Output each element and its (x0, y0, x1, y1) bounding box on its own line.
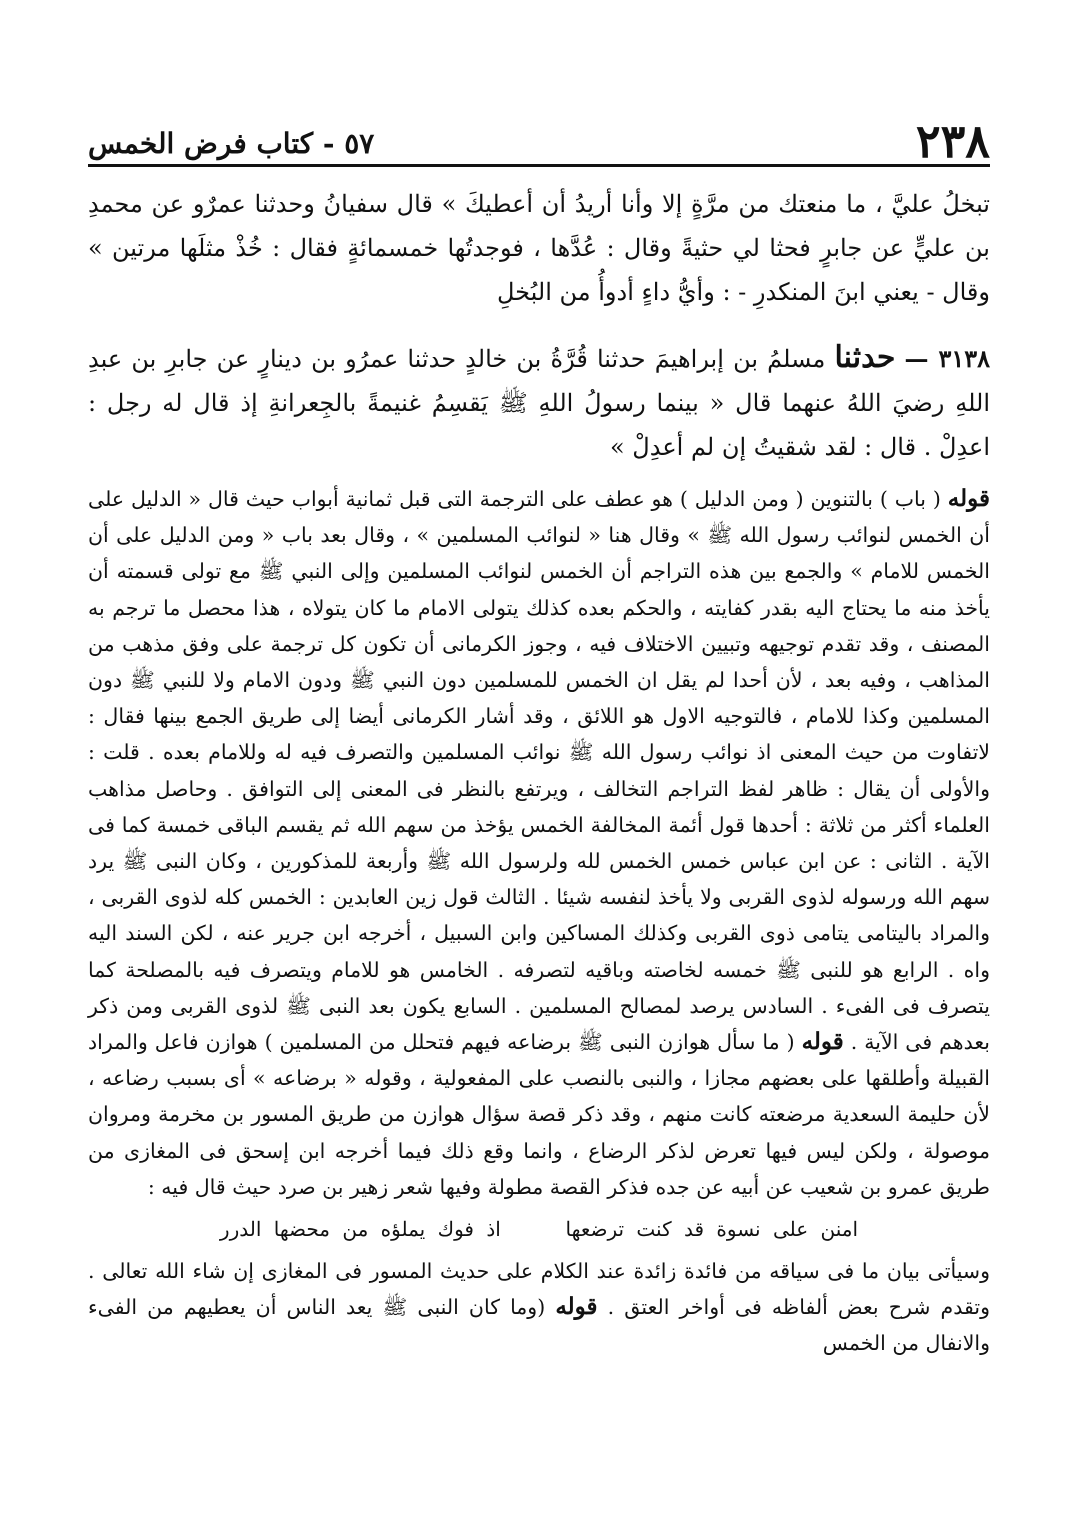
poetry-verse (88, 1209, 990, 1249)
header-rule (88, 164, 990, 167)
page-header (88, 112, 990, 170)
page-body (88, 182, 990, 1362)
hadith-continuation: تبخلُ عليَّ ، ما منعتك من مرَّةٍ إلا وأنا أريدُ أن أعطيكَ » قال سفيانُ وحدثنا عمرٌو عن محمدِ بن عليٍّ عن جابرٍ فحثا لي حثيةً وقال : عُدَّها ، فوجدتُها خمسمائةٍ فقال : خُذْ مثلَها مرتين » وقال - يعني ابنَ المنكدرِ - : وأيُّ داءٍ أدوأُ من البُخلِ (88, 190, 990, 306)
page-number: ٢٣٨ (915, 114, 990, 168)
closing-paragraph (88, 1253, 990, 1362)
hadith-text: مسلمُ بن إبراهيمَ حدثنا قُرَّةُ بن خالدٍ حدثنا عمرُو بن دينارٍ عن جابرِ بن عبدِ اللهِ رضيَ اللهُ عنهما قال « بينما رسولُ اللهِ ﷺ يَقسِمُ غنيمةً بالجِعرانةِ إذ قال له رجل : اعدِلْ . قال : لقد شقيتُ إن لم أعدِلْ » (88, 345, 990, 461)
closing-text-1: وسيأتى بيان ما فى سياقه من فائدة زائدة عند الكلام على حديث المسور فى المغازى إن شاء الله تعالى . وتقدم شرح بعض ألفاظه فى أواخر العتق . (88, 1259, 990, 1320)
verse-hemistich-first: امنن على نسوة قد كنت ترضعها (565, 1217, 859, 1242)
verse-hemistich-second: اذ فوك يملؤه من محضها الدرر (219, 1217, 501, 1242)
closing-text-2: (وما كان النبى ﷺ يعد الناس أن يعطيهم من الفىء والانفال من الخمس (88, 1295, 990, 1356)
qawluh-marker: قوله (555, 1293, 598, 1321)
qawluh-marker: قوله (801, 1028, 844, 1056)
commentary-text-1: ( باب ) بالتنوين ( ومن الدليل ) هو عطف على الترجمة التى قبل ثمانية أبواب حيث قال « الدليل على أن الخمس لنوائب رسول الله ﷺ » وقال هنا « لنوائب المسلمين » ، وقال بعد باب « ومن الدليل على أن الخمس للامام » والجمع بين هذه التراجم أن الخمس لنوائب المسلمين وإلى النبي ﷺ مع تولى قسمته أن يأخذ منه ما يحتاج اليه بقدر كفايته ، والحكم بعده كذلك يتولى الامام ما كان يتولاه ، هذا محصل ما ترجم به المصنف ، وقد تقدم توجيهه وتبيين الاختلاف فيه ، وجوز الكرمانى أن تكون كل ترجمة على وفق مذهب من المذاهب ، وفيه بعد ، لأن أحدا لم يقل ان الخمس للمسلمين دون النبي ﷺ ودون الامام ولا للنبي ﷺ دون المسلمين وكذا للامام ، فالتوجيه الاول هو اللائق ، وقد أشار الكرمانى أيضا إلى طريق الجمع بينها فقال : لاتفاوت من حيث المعنى اذ نوائب رسول الله ﷺ نوائب المسلمين والتصرف فيه له وللامام بعده . قلت : والأولى أن يقال : ظاهر لفظ التراجم التخالف ، ويرتفع بالنظر فى المعنى إلى التوافق . وحاصل مذاهب العلماء أكثر من ثلاثة : أحدها قول أئمة المخالفة الخمس يؤخذ من سهم الله ثم يقسم الباقى خمسة كما فى الآية . الثانى : عن ابن عباس خمس الخمس لله ولرسول الله ﷺ وأربعة للمذكورين ، وكان النبى ﷺ يرد سهم الله ورسوله لذوى القربى ولا يأخذ لنفسه شيئا . الثالث قول زين العابدين : الخمس كله لذوى القربى ، والمراد باليتامى يتامى ذوى القربى وكذلك المساكين وابن السبيل ، أخرجه ابن جرير عنه ، لكن السند اليه واه . الرابع هو للنبى ﷺ خمسه لخاصته وباقيه لتصرفه . الخامس هو للامام ويتصرف فيه بالمصلحة كما يتصرف فى الفىء . السادس يرصد لمصالح المسلمين . السابع يكون بعد النبى ﷺ لذوى القربى ومن ذكر بعدهم فى الآية . (88, 487, 990, 1055)
commentary-text-2: ( ما سأل هوازن النبى ﷺ برضاعه فيهم فتحلل من المسلمين ) هوازن فاعل والمراد القبيلة وأطلقها على بعضهم مجازا ، والنبى بالنصب على المفعولية ، وقوله « برضاعه » أى بسبب رضاعه ، لأن حليمة السعدية مرضعته كانت منهم ، وقد ذكر قصة سؤال هوازن من طريق المسور بن مخرمة ومروان موصولة ، ولكن ليس فيها تعرض لذكر الرضاع ، وانما وقع ذلك فيما أخرجه ابن إسحق فى المغازى من طريق عمرو بن شعيب عن أبيه عن جده فذكر القصة مطولة وفيها شعر زهير بن صرد حيث قال فيه : (88, 1030, 990, 1199)
qawluh-marker: قوله (947, 485, 990, 512)
hadith-3138 (88, 336, 990, 469)
hadith-number: ٣١٣٨ — (904, 344, 990, 373)
haddathana-word: حدثنا (834, 340, 896, 375)
commentary-paragraph (88, 481, 990, 1205)
chapter-title: ٥٧ - كتاب فرض الخمس (88, 127, 375, 160)
